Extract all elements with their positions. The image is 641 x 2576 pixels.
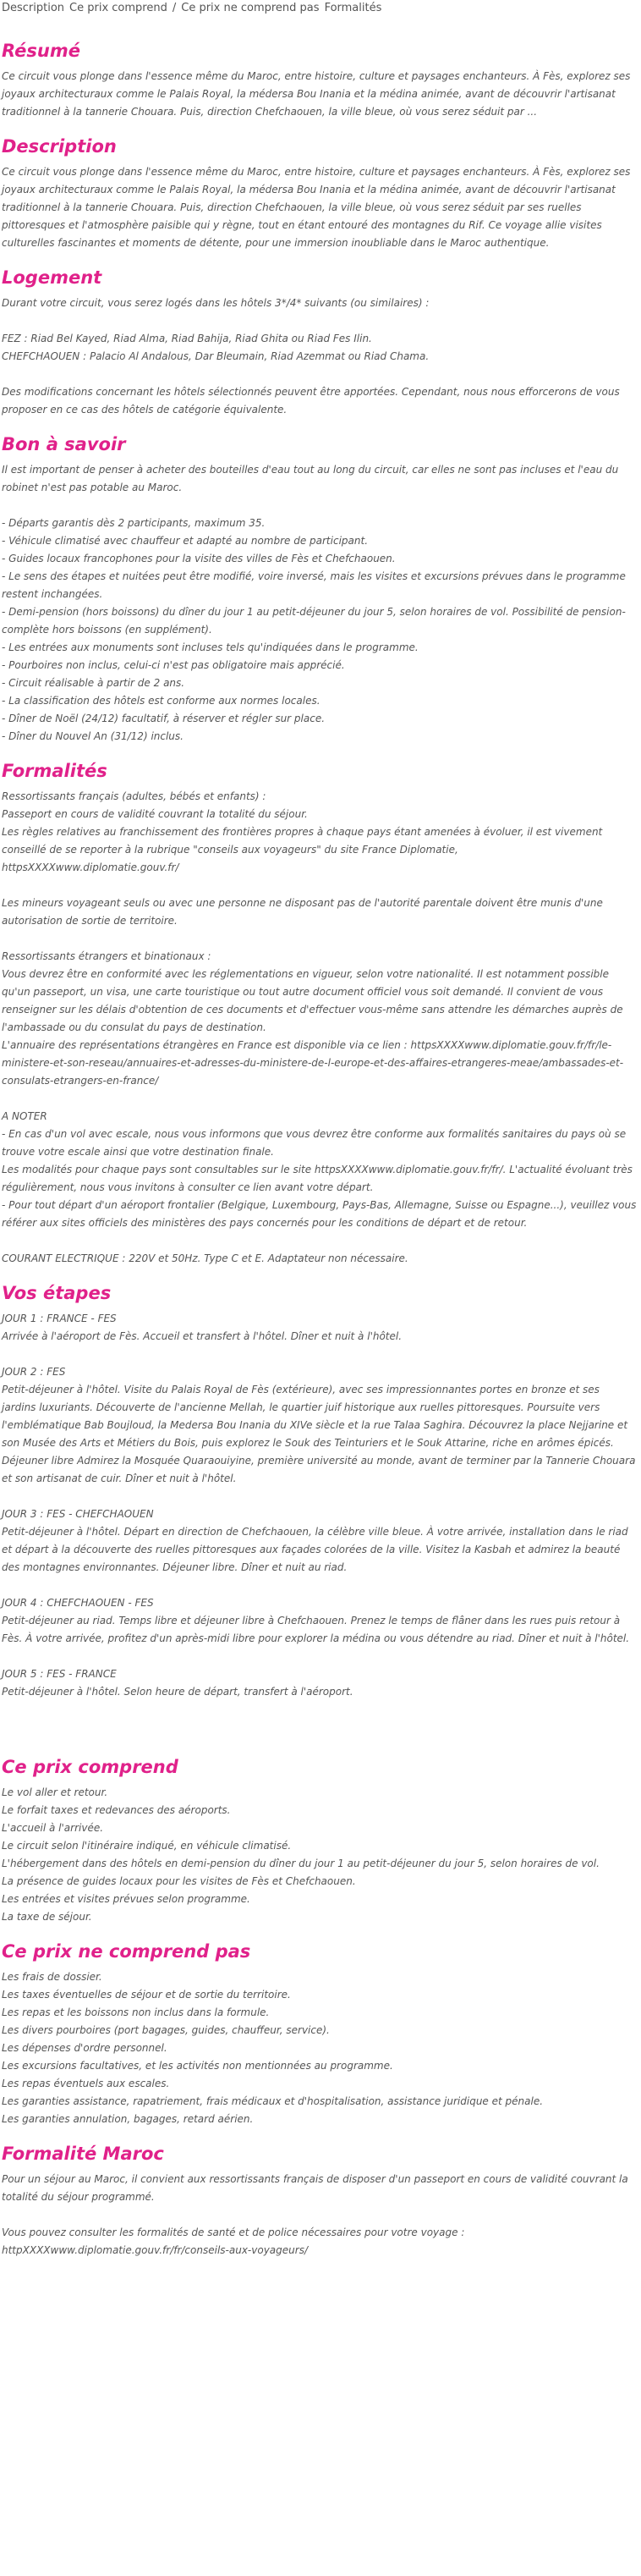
- list-item: La présence de guides locaux pour les visites de Fès et Chefchaouen.: [2, 1875, 356, 1887]
- list-item: Les garanties assistance, rapatriement, frais médicaux et d'hospitalisation, assistance juridique et pénale.: [2, 2095, 544, 2107]
- day-text: Petit-déjeuner à l'hôtel. Selon heure de départ, transfert à l'aéroport.: [2, 1686, 353, 1698]
- section-title: Ce prix comprend: [2, 1757, 178, 1777]
- day-text: Petit-déjeuner à l'hôtel. Visite du Palais Royal de Fès (extérieure), avec ses impressionnantes portes en bronze et ses jardins luxuriants. Découverte de l'ancienne Mellah, le quartier juif historique aux ruelles pittoresques. Poursuite vers l'emblématique Bab Boujloud, la Medersa Bou Inania du XIVe siècle et la rue Talaa Saghira. Découvrez la place Nejjarine et son Musée des Arts et Métiers du Bois, puis explorez le Souk des Teinturiers et le Souk Attarine, riche en arômes épicés. Déjeuner libre Admirez la Mosquée Quaraouiyine, première université au monde, avant de terminer par la Tannerie Chouara et son artisanat de cuir. Dîner et nuit à l'hôtel.: [2, 1384, 636, 1484]
- paragraph: Il est important de penser à acheter des bouteilles d'eau tout au long du circuit, car elles ne sont pas incluses et l'eau du robinet n'est pas potable au Maroc.: [2, 464, 619, 493]
- day-text: Petit-déjeuner à l'hôtel. Départ en direction de Chefchaouen, la célèbre ville bleue. À votre arrivée, installation dans le riad et départ à la découverte des ruelles pittoresques aux façades colorées de la ville. Visitez la Kasbah et admirez la beauté des montagnes environnantes. Déjeuner libre. Dîner et nuit au riad.: [2, 1526, 628, 1573]
- list-item: - Guides locaux francophones pour la visite des villes de Fès et Chefchaouen.: [2, 553, 396, 564]
- paragraph: Des modifications concernant les hôtels sélectionnés peuvent être apportées. Cependant, nous nous efforcerons de vous proposer en ce cas des hôtels de catégorie équivalente.: [2, 386, 620, 416]
- list-item: Les excursions facultatives, et les activités non mentionnées au programme.: [2, 2060, 393, 2072]
- list-item: - La classification des hôtels est conforme aux normes locales.: [2, 695, 320, 707]
- nav-separator: /: [172, 2, 177, 14]
- day-text: Petit-déjeuner au riad. Temps libre et déjeuner libre à Chefchaouen. Prenez le temps de flâner dans les rues puis retour à Fès. À votre arrivée, profitez d'un après-midi libre pour explorer la médina ou vous détendre au riad. Dîner et nuit à l'hôtel.: [2, 1615, 630, 1644]
- list-item: Les garanties annulation, bagages, retard aérien.: [2, 2113, 254, 2125]
- paragraph: L'annuaire des représentations étrangères en France est disponible via ce lien : httpsXXXXwww.diplomatie.gouv.fr/fr/le-ministere-et-son-reseau/annuaires-et-adresses-du-ministere-de-l-europe-et-des-affaires-etrangeres-meae/ambassades-et-consulats-etrangers-en-france/: [2, 1039, 624, 1087]
- list-item: - Pourboires non inclus, celui-ci n'est pas obligatoire mais apprécié.: [2, 659, 345, 671]
- section-logement: [2, 267, 637, 419]
- list-item: Les frais de dossier.: [2, 1971, 102, 1983]
- list-item: - Demi-pension (hors boissons) du dîner du jour 1 au petit-déjeuner du jour 5, selon horaires de vol. Possibilité de pension-complète hors boissons (en supplément).: [2, 606, 626, 636]
- section-description: [2, 136, 637, 252]
- nav-link-prix-ne-comprend-pas[interactable]: Ce prix ne comprend pas: [181, 2, 320, 14]
- section-prix-ne-comprend-pas: [2, 1941, 637, 2128]
- paragraph: Ce circuit vous plonge dans l'essence même du Maroc, entre histoire, culture et paysages enchanteurs. À Fès, explorez ses joyaux architecturaux comme le Palais Royal, la médersa Bou Inania et la médina animée, avant de découvrir l'artisanat traditionnel à la tannerie Chouara. Puis, direction Chefchaouen, la ville bleue, où vous serez séduit par ses ruelles pittoresques et l'atmosphère paisible qui y règne, tout en étant entouré des montagnes du Rif. Ce voyage allie visites culturelles fascinantes et moments de détente, pour une immersion inoubliable dans le Maroc authentique.: [2, 166, 631, 249]
- paragraph: Pour un séjour au Maroc, il convient aux ressortissants français de disposer d'un passeport en cours de validité couvrant la totalité du séjour programmé.: [2, 2173, 628, 2203]
- section-title: Formalités: [2, 761, 107, 781]
- list-item: Les dépenses d'ordre personnel.: [2, 2042, 167, 2054]
- paragraph: - En cas d'un vol avec escale, nous vous informons que vous devrez être conforme aux formalités sanitaires du pays où se trouve votre escale ainsi que votre destination finale.: [2, 1128, 627, 1158]
- list-item: Le circuit selon l'itinéraire indiqué, en véhicule climatisé.: [2, 1840, 292, 1852]
- list-item: - Les entrées aux monuments sont incluses tels qu'indiquées dans le programme.: [2, 641, 419, 653]
- paragraph: - Pour tout départ d'un aéroport frontalier (Belgique, Luxembourg, Pays-Bas, Allemagne, Suisse ou Espagne...), veuillez vous référer aux sites officiels des ministères des pays concernés pour les conditions de départ et de retour.: [2, 1199, 637, 1229]
- list-item: Les taxes éventuelles de séjour et de sortie du territoire.: [2, 1989, 291, 2001]
- paragraph: FEZ : Riad Bel Kayed, Riad Alma, Riad Bahija, Riad Ghita ou Riad Fes Ilin.: [2, 333, 372, 344]
- paragraph: Ressortissants français (adultes, bébés et enfants) :: [2, 790, 266, 802]
- list-item: - Le sens des étapes et nuitées peut être modifié, voire inversé, mais les visites et excursions prévues dans le programme restent inchangées.: [2, 570, 626, 600]
- list-item: - Véhicule climatisé avec chauffeur et adapté au nombre de participant.: [2, 535, 369, 547]
- paragraph: A NOTER: [2, 1110, 47, 1122]
- section-title: Logement: [2, 267, 102, 288]
- list-item: L'hébergement dans des hôtels en demi-pension du dîner du jour 1 au petit-déjeuner du jour 5, selon horaires de vol.: [2, 1858, 600, 1869]
- list-item: Les repas et les boissons non inclus dans la formule.: [2, 2006, 270, 2018]
- nav-link-formalites[interactable]: Formalités: [324, 2, 382, 14]
- section-title: Vos étapes: [2, 1283, 112, 1303]
- paragraph: Vous devrez être en conformité avec les réglementations en vigueur, selon votre nationalité. Il est notamment possible qu'un passeport, un visa, une carte touristique ou tout autre document officiel vous soit demandé. Il convient de vous renseigner sur les délais d'obtention de ces documents et d'effectuer vous-même sans attendre les démarches auprès de l'ambassade ou du consulat du pays de destination.: [2, 968, 623, 1033]
- list-item: L'accueil à l'arrivée.: [2, 1822, 104, 1834]
- list-item: - Dîner de Noël (24/12) facultatif, à réserver et régler sur place.: [2, 713, 326, 724]
- section-title: Bon à savoir: [2, 434, 126, 454]
- list-item: Les divers pourboires (port bagages, guides, chauffeur, service).: [2, 2024, 330, 2036]
- section-etapes: [2, 1283, 637, 1701]
- paragraph: Ce circuit vous plonge dans l'essence même du Maroc, entre histoire, culture et paysages enchanteurs. À Fès, explorez ses joyaux architecturaux comme le Palais Royal, la médersa Bou Inania et la médina animée, avant de découvrir l'artisanat traditionnel à la tannerie Chouara. Puis, direction Chefchaouen, la ville bleue, où vous serez séduit par ...: [2, 70, 631, 118]
- section-resume: [2, 41, 637, 121]
- list-item: Les entrées et visites prévues selon programme.: [2, 1893, 250, 1905]
- list-item: La taxe de séjour.: [2, 1911, 92, 1923]
- section-title: Résumé: [2, 41, 80, 61]
- paragraph: Vous pouvez consulter les formalités de santé et de police nécessaires pour votre voyage : httpXXXXwww.diplomatie.gouv.fr/fr/conseils-aux-voyageurs/: [2, 2226, 465, 2256]
- section-formalites: [2, 761, 637, 1268]
- paragraph: Ressortissants étrangers et binationaux :: [2, 950, 211, 962]
- section-title: Description: [2, 136, 117, 157]
- section-title: Formalité Maroc: [2, 2144, 164, 2164]
- nav-link-description[interactable]: Description: [2, 2, 65, 14]
- section-formalite-maroc: [2, 2144, 637, 2260]
- day-heading: JOUR 2 : FES: [2, 1366, 66, 1378]
- day-heading: JOUR 1 : FRANCE - FES: [2, 1313, 117, 1324]
- paragraph: Les mineurs voyageant seuls ou avec une personne ne disposant pas de l'autorité parentale doivent être munis d'une autorisation de sortie de territoire.: [2, 897, 603, 927]
- paragraph: CHEFCHAOUEN : Palacio Al Andalous, Dar Bleumain, Riad Azemmat ou Riad Chama.: [2, 350, 430, 362]
- section-prix-comprend: [2, 1757, 637, 1926]
- day-heading: JOUR 5 : FES - FRANCE: [2, 1668, 117, 1680]
- day-heading: JOUR 3 : FES - CHEFCHAOUEN: [2, 1508, 154, 1520]
- top-nav: [2, 2, 637, 15]
- list-item: Le vol aller et retour.: [2, 1786, 108, 1798]
- paragraph: Les modalités pour chaque pays sont consultables sur le site httpsXXXXwww.diplomatie.gouv.fr/fr/. L'actualité évoluant très régulièrement, nous vous invitons à consulter ce lien avant votre départ.: [2, 1164, 633, 1193]
- day-heading: JOUR 4 : CHEFCHAOUEN - FES: [2, 1597, 154, 1609]
- list-item: Le forfait taxes et redevances des aéroports.: [2, 1804, 231, 1816]
- paragraph: Passeport en cours de validité couvrant la totalité du séjour.: [2, 808, 308, 820]
- paragraph: COURANT ELECTRIQUE : 220V et 50Hz. Type C et E. Adaptateur non nécessaire.: [2, 1252, 408, 1264]
- list-item: - Circuit réalisable à partir de 2 ans.: [2, 677, 185, 689]
- list-item: Les repas éventuels aux escales.: [2, 2078, 170, 2089]
- paragraph: Les règles relatives au franchissement des frontières propres à chaque pays étant amenées à évoluer, il est vivement conseillé de se reporter à la rubrique "conseils aux voyageurs" du site France Diplomatie, httpsXXXXwww.diplomatie.gouv.fr/: [2, 826, 603, 873]
- list-item: - Départs garantis dès 2 participants, maximum 35.: [2, 517, 266, 529]
- day-text: Arrivée à l'aéroport de Fès. Accueil et transfert à l'hôtel. Dîner et nuit à l'hôtel.: [2, 1330, 403, 1342]
- paragraph: Durant votre circuit, vous serez logés dans les hôtels 3*/4* suivants (ou similaires) :: [2, 297, 430, 309]
- section-bon-a-savoir: [2, 434, 637, 746]
- nav-link-prix-comprend[interactable]: Ce prix comprend: [69, 2, 167, 14]
- section-title: Ce prix ne comprend pas: [2, 1941, 251, 1962]
- list-item: - Dîner du Nouvel An (31/12) inclus.: [2, 730, 184, 742]
